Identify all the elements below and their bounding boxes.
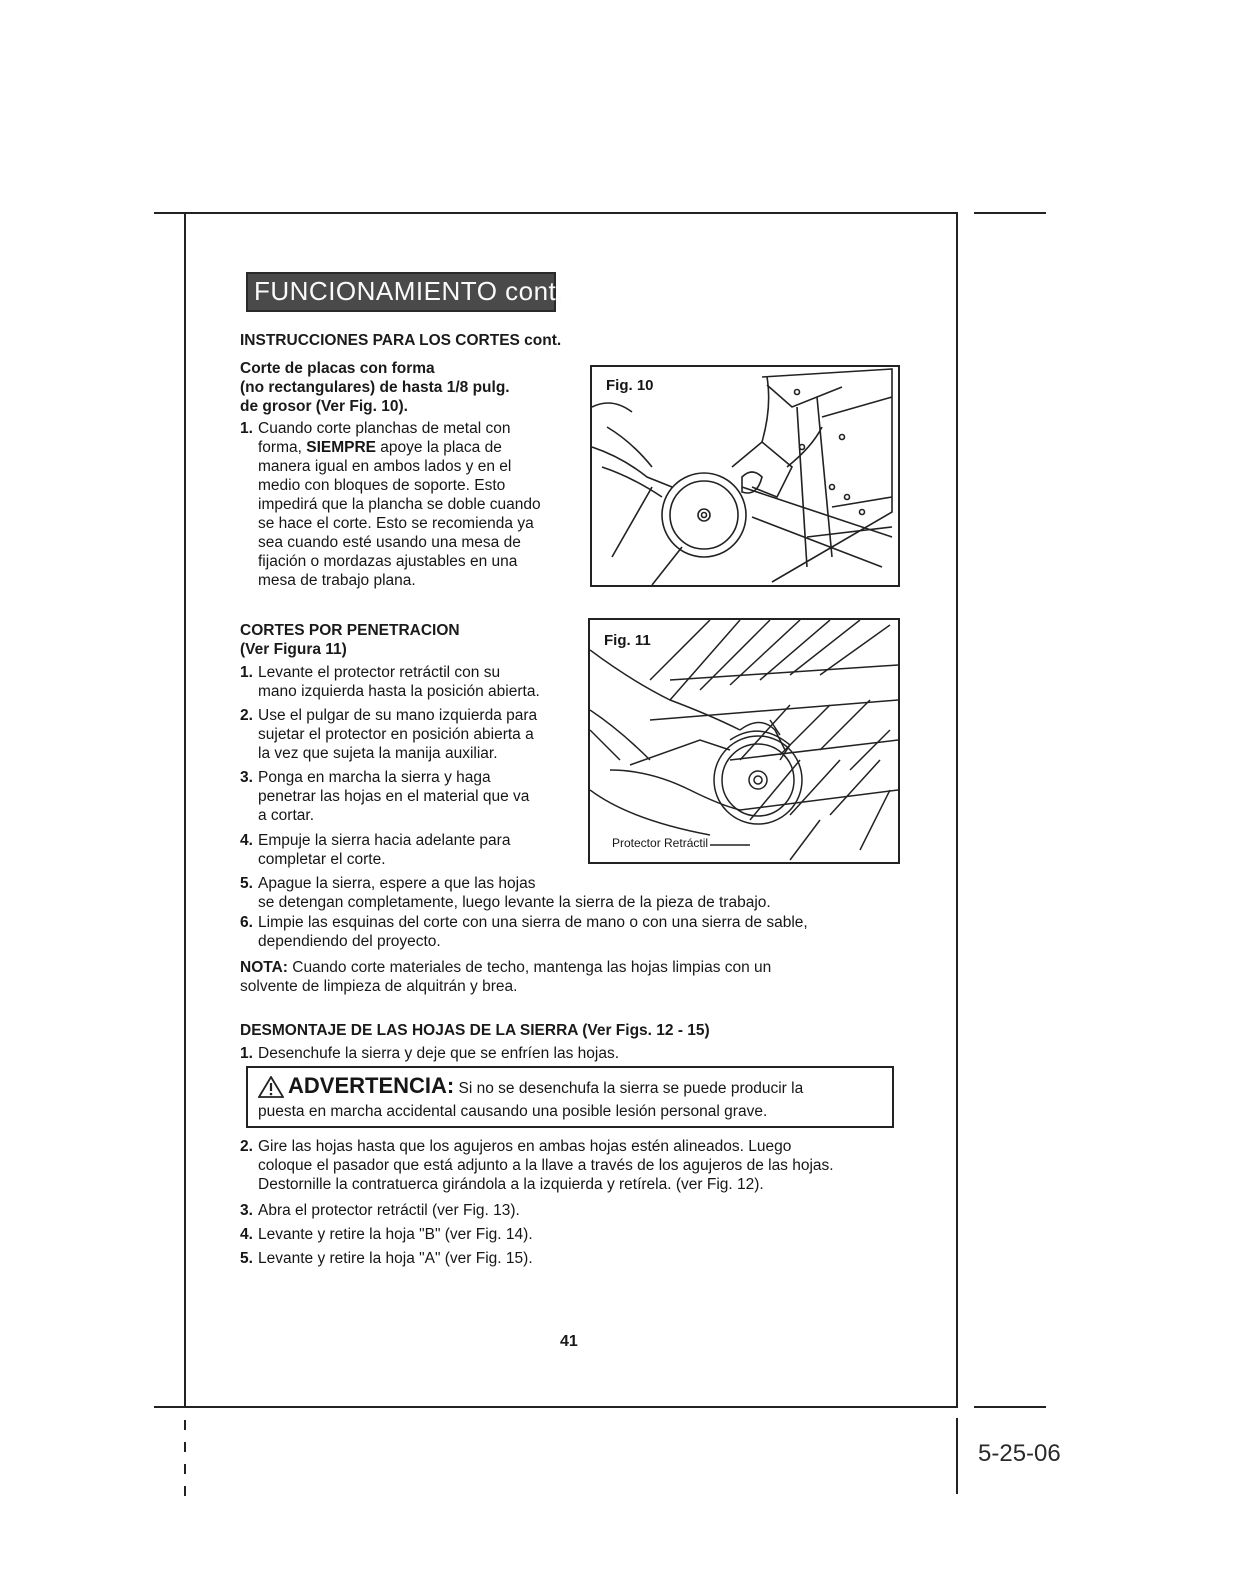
figure-caption: Protector Retráctil [612, 836, 709, 850]
page-number: 41 [560, 1333, 578, 1350]
frame-bottom-line [154, 1406, 958, 1408]
note-line-2: solvente de limpieza de alquitrán y brea. [240, 978, 518, 995]
shaped-item-1 [240, 419, 580, 609]
shaped-title-line-2: (no rectangulares) de hasta 1/8 pulg. [240, 379, 510, 396]
shaped-title-line-3: de grosor (Ver Fig. 10). [240, 398, 408, 415]
frame-right-line [956, 212, 958, 1408]
note-label: NOTA: [240, 959, 288, 976]
margin-mark [184, 1464, 186, 1474]
item-line: Ponga en marcha la sierra y haga [258, 769, 491, 786]
warning-label: ADVERTENCIA: [288, 1073, 455, 1098]
figure-label: Fig. 11 [604, 632, 651, 649]
item-line: Abra el protector retráctil (ver Fig. 13). [258, 1202, 520, 1219]
item-line: Empuje la sierra hacia adelante para [258, 832, 511, 849]
item-number: 1. [240, 664, 253, 681]
item-line: se hace el corte. Esto se recomienda ya [258, 515, 534, 532]
item-number: 2. [240, 1138, 253, 1155]
item-number: 5. [240, 875, 253, 892]
item-number: 1. [240, 420, 253, 437]
warning-text: Si no se desenchufa la sierra se puede producir la [454, 1080, 804, 1097]
saw-cutting-plate-illustration [592, 367, 898, 585]
item-number: 5. [240, 1250, 253, 1267]
item-line: Limpie las esquinas del corte con una sierra de mano o con una sierra de sable, [258, 914, 808, 931]
frame-bottom-right-tick [974, 1406, 1046, 1408]
figure-10 [590, 365, 900, 587]
note-text: Cuando corte materiales de techo, mantenga las hojas limpias con un [287, 959, 772, 976]
item-number: 3. [240, 769, 253, 786]
item-line: Use el pulgar de su mano izquierda para [258, 707, 538, 724]
item-number: 4. [240, 1226, 253, 1243]
frame-top-right-tick [974, 212, 1046, 214]
item-line: penetrar las hojas en el material que va [258, 788, 530, 805]
emphasis-text: SIEMPRE [306, 439, 376, 456]
item-line: medio con bloques de soporte. Esto [258, 477, 506, 494]
item-line: a cortar. [258, 807, 314, 824]
frame-top-line [154, 212, 958, 214]
item-line: manera igual en ambos lados y en el [258, 458, 512, 475]
warning-box [246, 1066, 894, 1128]
item-line: impedirá que la plancha se doble cuando [258, 496, 541, 513]
item-number: 3. [240, 1202, 253, 1219]
item-line [258, 438, 502, 457]
banner-text: FUNCIONAMIENTO cont. [254, 276, 565, 306]
margin-mark [184, 1442, 186, 1452]
item-line: sujetar el protector en posición abierta a [258, 726, 534, 743]
note-line-1 [240, 958, 771, 977]
warning-line-1 [288, 1073, 803, 1099]
item-number: 4. [240, 832, 253, 849]
item-number: 2. [240, 707, 253, 724]
section-banner [246, 272, 565, 312]
shaped-title-line-1: Corte de placas con forma [240, 360, 435, 377]
plunge-cut-roof-illustration [590, 620, 898, 862]
section-title: INSTRUCCIONES PARA LOS CORTES cont. [240, 332, 562, 349]
text-run: forma, [258, 439, 307, 456]
item-line: fijación o mordazas ajustables en una [258, 553, 518, 570]
item-line: Gire las hojas hasta que los agujeros en ambas hojas estén alineados. Luego [258, 1138, 792, 1155]
margin-mark [184, 1486, 186, 1496]
item-line: dependiendo del proyecto. [258, 933, 441, 950]
item-line: mesa de trabajo plana. [258, 572, 416, 589]
item-line: sea cuando esté usando una mesa de [258, 534, 521, 551]
plunge-title: CORTES POR PENETRACION [240, 622, 460, 639]
margin-mark [184, 1420, 186, 1430]
document-date: 5-25-06 [978, 1440, 1061, 1467]
figure-label: Fig. 10 [606, 377, 654, 394]
item-number: 6. [240, 914, 253, 931]
frame-left-line [184, 212, 186, 1408]
plunge-subtitle: (Ver Figura 11) [240, 641, 347, 658]
item-line: Levante el protector retráctil con su [258, 664, 501, 681]
warning-line-2: puesta en marcha accidental causando una posible lesión personal grave. [258, 1103, 768, 1120]
item-line: la vez que sujeta la manija auxiliar. [258, 745, 498, 762]
item-line: Cuando corte planchas de metal con [258, 420, 511, 437]
item-line: Levante y retire la hoja "B" (ver Fig. 14). [258, 1226, 533, 1243]
warning-triangle-icon [258, 1076, 284, 1098]
item-line: coloque el pasador que está adjunto a la llave a través de los agujeros de las hojas. [258, 1157, 834, 1174]
item-line: Levante y retire la hoja "A" (ver Fig. 15). [258, 1250, 533, 1267]
item-line: Destornille la contratuerca girándola a la izquierda y retírela. (ver Fig. 12). [258, 1176, 764, 1193]
item-line: mano izquierda hasta la posición abierta. [258, 683, 540, 700]
item-line: Apague la sierra, espere a que las hojas [258, 875, 536, 892]
figure-11 [588, 618, 900, 864]
item-line: completar el corte. [258, 851, 386, 868]
removal-title: DESMONTAJE DE LAS HOJAS DE LA SIERRA (Ver Figs. 12 - 15) [240, 1022, 710, 1039]
text-run: apoye la placa de [376, 439, 502, 456]
item-line: se detengan completamente, luego levante la sierra de la pieza de trabajo. [258, 894, 771, 911]
item-line: Desenchufe la sierra y deje que se enfríen las hojas. [258, 1045, 620, 1062]
frame-right-lower-line [956, 1418, 958, 1494]
item-number: 1. [240, 1045, 253, 1062]
